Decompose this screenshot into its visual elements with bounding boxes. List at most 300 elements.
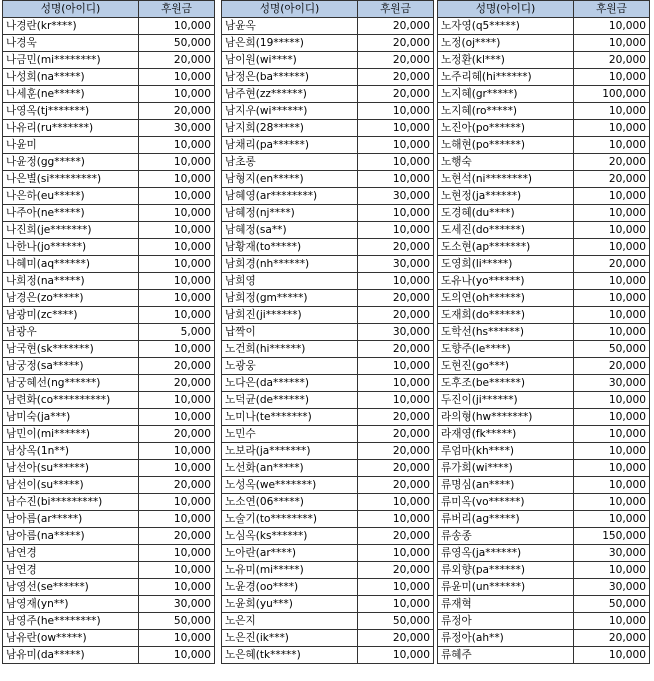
donation-amount: 10,000 <box>358 647 434 664</box>
table-row <box>222 630 434 647</box>
donation-amount: 20,000 <box>139 358 215 375</box>
table-row <box>222 137 434 154</box>
donor-name: 류재혁 <box>438 596 574 613</box>
donor-name: 도소현(ap*******) <box>438 239 574 256</box>
donor-name: 류버리(ag*****) <box>438 511 574 528</box>
table-row <box>438 307 650 324</box>
donation-amount: 10,000 <box>139 171 215 188</box>
donation-amount: 20,000 <box>358 562 434 579</box>
donation-amount: 10,000 <box>574 494 650 511</box>
donation-amount: 10,000 <box>358 120 434 137</box>
donation-amount: 10,000 <box>574 35 650 52</box>
donation-amount: 20,000 <box>574 630 650 647</box>
donor-name: 나은별(si*********) <box>3 171 139 188</box>
table-row <box>438 426 650 443</box>
donation-amount: 20,000 <box>358 341 434 358</box>
donor-name: 도학선(hs******) <box>438 324 574 341</box>
donor-name: 노미나(te*******) <box>222 409 358 426</box>
donation-amount: 10,000 <box>574 409 650 426</box>
donor-name: 남유란(ow*****) <box>3 630 139 647</box>
table-row <box>438 290 650 307</box>
donation-amount: 10,000 <box>358 154 434 171</box>
donor-name: 노아란(ar****) <box>222 545 358 562</box>
table-row <box>438 103 650 120</box>
donation-amount: 10,000 <box>574 188 650 205</box>
table-row <box>3 545 215 562</box>
donor-name: 류영옥(ja******) <box>438 545 574 562</box>
donor-name: 남혜정(sa**) <box>222 222 358 239</box>
donation-amount: 10,000 <box>574 426 650 443</box>
table-row <box>222 239 434 256</box>
donation-amount: 10,000 <box>574 69 650 86</box>
table-row <box>3 341 215 358</box>
table-row <box>438 35 650 52</box>
header-row <box>3 1 215 18</box>
donation-amount: 10,000 <box>139 443 215 460</box>
table-row <box>222 120 434 137</box>
table-row <box>3 358 215 375</box>
table-row <box>3 171 215 188</box>
table-row <box>438 494 650 511</box>
donation-amount: 10,000 <box>139 307 215 324</box>
table-row <box>3 273 215 290</box>
donor-name: 도유나(yo******) <box>438 273 574 290</box>
table-row <box>222 443 434 460</box>
donation-amount: 10,000 <box>139 69 215 86</box>
donation-amount: 20,000 <box>358 528 434 545</box>
donor-name: 노보라(ja*******) <box>222 443 358 460</box>
donor-name: 남경은(zo*****) <box>3 290 139 307</box>
table-row <box>3 613 215 630</box>
donation-amount: 20,000 <box>574 358 650 375</box>
donor-name: 도경혜(du****) <box>438 205 574 222</box>
donation-amount: 20,000 <box>139 426 215 443</box>
donation-amount: 10,000 <box>358 545 434 562</box>
donor-name: 노덕균(de******) <box>222 392 358 409</box>
donor-name: 도현진(go***) <box>438 358 574 375</box>
donation-amount: 10,000 <box>139 154 215 171</box>
donation-amount: 10,000 <box>358 375 434 392</box>
donor-name: 노성옥(we*******) <box>222 477 358 494</box>
table-row <box>438 18 650 35</box>
table-row <box>222 613 434 630</box>
donor-name: 노윤경(oo****) <box>222 579 358 596</box>
table-row <box>3 477 215 494</box>
table-row <box>222 528 434 545</box>
donor-name: 노건희(hi******) <box>222 341 358 358</box>
donor-name: 노심옥(ks******) <box>222 528 358 545</box>
donor-name: 남황재(to*****) <box>222 239 358 256</box>
donor-name: 남초롱 <box>222 154 358 171</box>
donation-amount: 50,000 <box>139 613 215 630</box>
table-row <box>438 222 650 239</box>
table-row <box>3 18 215 35</box>
donor-name: 나세훈(ne*****) <box>3 86 139 103</box>
table-row <box>3 528 215 545</box>
table-row <box>438 205 650 222</box>
donation-amount: 10,000 <box>358 494 434 511</box>
donation-amount: 30,000 <box>574 579 650 596</box>
donation-amount: 10,000 <box>358 205 434 222</box>
table-row <box>438 52 650 69</box>
table-row <box>438 154 650 171</box>
donor-name: 남련화(co**********) <box>3 392 139 409</box>
donor-name: 류명심(an****) <box>438 477 574 494</box>
table-row <box>3 290 215 307</box>
donation-amount: 10,000 <box>139 18 215 35</box>
table-row <box>222 188 434 205</box>
donor-name: 남상옥(1n**) <box>3 443 139 460</box>
donor-name: 남궁혜선(ng******) <box>3 375 139 392</box>
donor-name: 류가희(wi****) <box>438 460 574 477</box>
table-row <box>3 69 215 86</box>
donation-amount: 50,000 <box>574 341 650 358</box>
donor-name: 라재영(fk*****) <box>438 426 574 443</box>
donation-amount: 10,000 <box>358 596 434 613</box>
donation-amount: 10,000 <box>358 171 434 188</box>
donation-amount: 20,000 <box>358 307 434 324</box>
donor-name: 나은하(eu*****) <box>3 188 139 205</box>
header-amount: 후원금 <box>139 1 215 18</box>
table-row <box>438 137 650 154</box>
donation-amount: 10,000 <box>358 273 434 290</box>
donation-amount: 30,000 <box>358 324 434 341</box>
table-row <box>3 460 215 477</box>
table-row <box>438 630 650 647</box>
table-row <box>438 460 650 477</box>
table-row <box>3 103 215 120</box>
table-row <box>222 460 434 477</box>
table-row <box>222 324 434 341</box>
donor-name: 남희경(nh******) <box>222 256 358 273</box>
table-row <box>438 392 650 409</box>
donor-name: 도재희(do******) <box>438 307 574 324</box>
donation-amount: 10,000 <box>574 460 650 477</box>
table-row <box>3 256 215 273</box>
table-row <box>222 494 434 511</box>
donation-amount: 10,000 <box>139 86 215 103</box>
donation-amount: 10,000 <box>574 511 650 528</box>
table-row <box>222 392 434 409</box>
table-row <box>222 409 434 426</box>
donation-amount: 10,000 <box>139 579 215 596</box>
donation-amount: 5,000 <box>139 324 215 341</box>
table-row <box>438 596 650 613</box>
donor-name: 류송종 <box>438 528 574 545</box>
donation-amount: 20,000 <box>358 290 434 307</box>
donor-name: 류정아 <box>438 613 574 630</box>
donor-name: 남혜영(ar********) <box>222 188 358 205</box>
donation-amount: 20,000 <box>574 154 650 171</box>
donation-amount: 10,000 <box>574 239 650 256</box>
table-row <box>222 511 434 528</box>
donor-name: 남영주(he********) <box>3 613 139 630</box>
table-row <box>438 647 650 664</box>
donor-name: 노정환(kl***) <box>438 52 574 69</box>
table-row <box>438 324 650 341</box>
donation-amount: 20,000 <box>358 239 434 256</box>
donor-name: 류외향(pa******) <box>438 562 574 579</box>
donation-amount: 10,000 <box>139 494 215 511</box>
table-row <box>438 528 650 545</box>
table-row <box>438 120 650 137</box>
donor-name: 남은희(19*****) <box>222 35 358 52</box>
table-row <box>438 69 650 86</box>
donor-name: 남영재(yn**) <box>3 596 139 613</box>
donation-amount: 20,000 <box>139 375 215 392</box>
header-name: 성명(아이디) <box>438 1 574 18</box>
donation-amount: 10,000 <box>358 222 434 239</box>
donor-name: 노지혜(gr*****) <box>438 86 574 103</box>
donor-name: 남수진(bi*********) <box>3 494 139 511</box>
donor-name: 나혜미(aq******) <box>3 256 139 273</box>
table-row <box>222 375 434 392</box>
donor-name: 노지혜(ro*****) <box>438 103 574 120</box>
donor-name: 남혜정(nj****) <box>222 205 358 222</box>
donation-amount: 10,000 <box>139 188 215 205</box>
donation-amount: 20,000 <box>139 103 215 120</box>
donor-name: 남채리(pa******) <box>222 137 358 154</box>
table-row <box>3 426 215 443</box>
table-row <box>438 443 650 460</box>
donor-name: 남민이(mi******) <box>3 426 139 443</box>
table-row <box>222 222 434 239</box>
table-row <box>222 307 434 324</box>
table-row <box>3 375 215 392</box>
table-row <box>438 545 650 562</box>
table-row <box>438 409 650 426</box>
table-row <box>438 562 650 579</box>
donation-amount: 20,000 <box>358 426 434 443</box>
donation-amount: 10,000 <box>574 205 650 222</box>
donor-name: 나성희(na*****) <box>3 69 139 86</box>
header-amount: 후원금 <box>574 1 650 18</box>
donor-name: 노광웅 <box>222 358 358 375</box>
donation-amount: 10,000 <box>139 239 215 256</box>
donor-name: 도영희(li*****) <box>438 256 574 273</box>
donation-amount: 20,000 <box>358 35 434 52</box>
table-row <box>222 103 434 120</box>
donor-name: 남광미(zc****) <box>3 307 139 324</box>
donation-amount: 20,000 <box>358 460 434 477</box>
donor-name: 노행숙 <box>438 154 574 171</box>
donor-name: 남윤옥 <box>222 18 358 35</box>
donation-amount: 20,000 <box>574 256 650 273</box>
donation-amount: 10,000 <box>358 103 434 120</box>
table-row <box>222 341 434 358</box>
table-row <box>3 647 215 664</box>
donation-amount: 10,000 <box>139 511 215 528</box>
table-row <box>222 647 434 664</box>
donation-amount: 10,000 <box>358 137 434 154</box>
table-row <box>438 477 650 494</box>
donor-name: 납짝이 <box>222 324 358 341</box>
table-row <box>438 579 650 596</box>
table-row <box>3 188 215 205</box>
donation-amount: 10,000 <box>574 477 650 494</box>
donor-name: 나진희(je*******) <box>3 222 139 239</box>
donation-amount: 50,000 <box>139 35 215 52</box>
donation-amount: 10,000 <box>574 18 650 35</box>
donor-name: 류윤미(un******) <box>438 579 574 596</box>
donor-name: 남영선(se******) <box>3 579 139 596</box>
donor-name: 나윤미 <box>3 137 139 154</box>
donation-amount: 50,000 <box>358 613 434 630</box>
donation-amount: 50,000 <box>574 596 650 613</box>
table-row <box>3 205 215 222</box>
donation-amount: 20,000 <box>358 443 434 460</box>
donor-name: 남광우 <box>3 324 139 341</box>
donor-name: 도세진(do******) <box>438 222 574 239</box>
header-row <box>222 1 434 18</box>
table-row <box>3 409 215 426</box>
donation-amount: 10,000 <box>139 341 215 358</box>
donor-name: 노은진(ik***) <box>222 630 358 647</box>
donor-name: 남주현(zz******) <box>222 86 358 103</box>
donation-amount: 10,000 <box>574 562 650 579</box>
donor-name: 도후조(be******) <box>438 375 574 392</box>
donor-name: 남희정(gm*****) <box>222 290 358 307</box>
donation-amount: 30,000 <box>139 120 215 137</box>
donor-name: 나금민(mi********) <box>3 52 139 69</box>
table-row <box>3 120 215 137</box>
table-row <box>3 137 215 154</box>
donation-amount: 10,000 <box>574 613 650 630</box>
table-row <box>438 341 650 358</box>
donation-amount: 20,000 <box>139 52 215 69</box>
donor-table-1 <box>2 0 215 664</box>
donor-table-3 <box>437 0 650 664</box>
donor-name: 나주아(ne*****) <box>3 205 139 222</box>
table-row <box>222 205 434 222</box>
table-row <box>438 511 650 528</box>
donation-amount: 10,000 <box>574 273 650 290</box>
donor-name: 나경란(kr****) <box>3 18 139 35</box>
donor-name: 남유미(da*****) <box>3 647 139 664</box>
table-row <box>222 52 434 69</box>
header-name: 성명(아이디) <box>222 1 358 18</box>
donation-amount: 20,000 <box>358 69 434 86</box>
table-row <box>3 494 215 511</box>
table-row <box>3 392 215 409</box>
donation-amount: 10,000 <box>139 630 215 647</box>
header-name: 성명(아이디) <box>3 1 139 18</box>
donor-name: 노윤희(yu***) <box>222 596 358 613</box>
donor-name: 남국현(sk*******) <box>3 341 139 358</box>
donation-amount: 10,000 <box>139 545 215 562</box>
table-row <box>3 511 215 528</box>
table-row <box>3 239 215 256</box>
donor-name: 노은지 <box>222 613 358 630</box>
donation-amount: 10,000 <box>574 324 650 341</box>
table-row <box>438 256 650 273</box>
donor-name: 노유미(mi*****) <box>222 562 358 579</box>
donation-amount: 20,000 <box>358 409 434 426</box>
donor-name: 남희진(ji******) <box>222 307 358 324</box>
donation-amount: 10,000 <box>139 392 215 409</box>
table-row <box>3 307 215 324</box>
donor-name: 도향주(le****) <box>438 341 574 358</box>
table-row <box>222 69 434 86</box>
table-row <box>222 18 434 35</box>
donation-amount: 30,000 <box>574 375 650 392</box>
donation-amount: 10,000 <box>139 562 215 579</box>
table-row <box>3 579 215 596</box>
donation-amount: 10,000 <box>574 647 650 664</box>
donation-amount: 10,000 <box>139 647 215 664</box>
donor-name: 남형지(en*****) <box>222 171 358 188</box>
table-row <box>3 630 215 647</box>
donation-amount: 10,000 <box>358 392 434 409</box>
table-row <box>3 443 215 460</box>
donation-amount: 10,000 <box>139 290 215 307</box>
donor-name: 노술기(to********) <box>222 511 358 528</box>
donor-name: 나영옥(tj*******) <box>3 103 139 120</box>
table-row <box>222 290 434 307</box>
donor-name: 노자영(q5*****) <box>438 18 574 35</box>
donation-amount: 20,000 <box>574 52 650 69</box>
table-row <box>438 239 650 256</box>
donation-amount: 30,000 <box>358 188 434 205</box>
table-row <box>3 52 215 69</box>
table-row <box>222 596 434 613</box>
donation-amount: 10,000 <box>358 511 434 528</box>
donor-name: 남연경 <box>3 562 139 579</box>
table-row <box>438 171 650 188</box>
table-row <box>222 426 434 443</box>
donation-amount: 10,000 <box>574 392 650 409</box>
donor-table-2 <box>221 0 434 664</box>
donation-amount: 10,000 <box>139 273 215 290</box>
donor-name: 남미숙(ja***) <box>3 409 139 426</box>
table-row <box>222 35 434 52</box>
donor-name: 남선이(su*****) <box>3 477 139 494</box>
donor-name: 남선아(su******) <box>3 460 139 477</box>
donation-amount: 20,000 <box>358 477 434 494</box>
donation-amount: 20,000 <box>139 528 215 545</box>
donation-amount: 20,000 <box>358 18 434 35</box>
donor-name: 나희정(na*****) <box>3 273 139 290</box>
donation-amount: 10,000 <box>358 579 434 596</box>
table-row <box>222 273 434 290</box>
donor-name: 남희영 <box>222 273 358 290</box>
table-row <box>438 86 650 103</box>
donor-name: 도의연(oh******) <box>438 290 574 307</box>
donor-name: 남정은(ba******) <box>222 69 358 86</box>
table-row <box>222 545 434 562</box>
table-row <box>222 477 434 494</box>
donor-name: 노소연(06*****) <box>222 494 358 511</box>
table-row <box>3 86 215 103</box>
table-row <box>438 273 650 290</box>
table-row <box>222 579 434 596</box>
donor-name: 나유리(ru*******) <box>3 120 139 137</box>
donor-name: 노은혜(tk*****) <box>222 647 358 664</box>
donation-amount: 10,000 <box>358 358 434 375</box>
donor-name: 남아름(na*****) <box>3 528 139 545</box>
table-row <box>3 596 215 613</box>
donor-name: 류정아(ah**) <box>438 630 574 647</box>
donor-name: 노주리혜(hi******) <box>438 69 574 86</box>
donation-amount: 10,000 <box>574 137 650 154</box>
donation-amount: 150,000 <box>574 528 650 545</box>
donor-name: 라의형(hw*******) <box>438 409 574 426</box>
table-row <box>438 188 650 205</box>
table-row <box>3 324 215 341</box>
table-row <box>438 375 650 392</box>
donor-name: 나경욱 <box>3 35 139 52</box>
donor-name: 남지우(wi******) <box>222 103 358 120</box>
